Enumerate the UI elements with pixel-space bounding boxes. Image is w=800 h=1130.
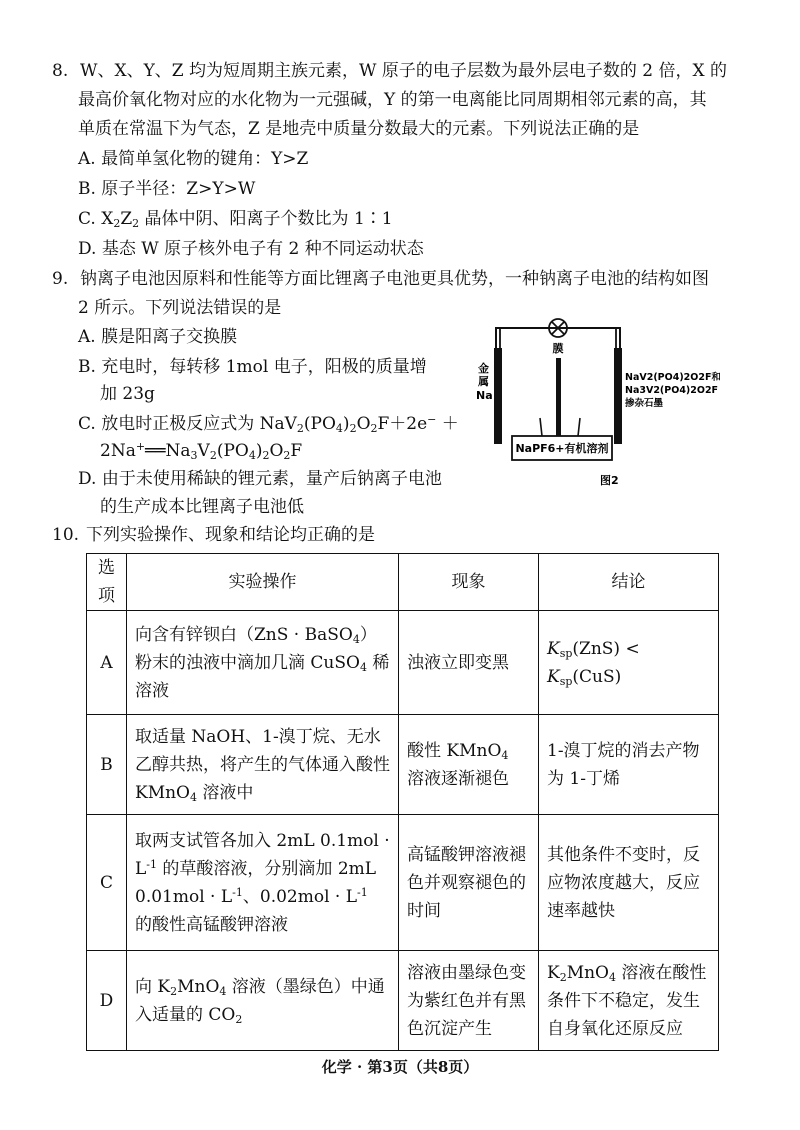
left-label-2: 属 bbox=[478, 375, 489, 388]
row-a-operation: 向含有锌钡白（ZnS · BaSO$_4$）粉末的浊液中滴加几滴 CuSO$_4$ 稀溶液 bbox=[127, 611, 399, 715]
table-row bbox=[87, 611, 719, 715]
right-label-2: Na3V2(PO4)2O2F bbox=[625, 385, 719, 396]
row-b-conclusion: 1-溴丁烷的消去产物为 1-丁烯 bbox=[539, 715, 719, 815]
q8-option-c: C. $X_2Z_2$ 晶体中阴、阳离子个数比为 1∶1 bbox=[78, 209, 393, 230]
battery-figure bbox=[470, 318, 720, 493]
row-c-conclusion: 其他条件不变时，反应物浓度越大，反应速率越快 bbox=[539, 815, 719, 951]
row-b-operation: 取适量 NaOH、1-溴丁烷、无水乙醇共热，将产生的气体通入酸性 KMnO$_4$ 溶液中 bbox=[127, 715, 399, 815]
q8-stem-line3: 单质在常温下为气态，Z 是地壳中质量分数最大的元素。下列说法正确的是 bbox=[78, 119, 640, 139]
table-row bbox=[87, 715, 719, 815]
q9-option-c-line1: C. 放电时正极反应式为 $NaV_2(PO_4)_2O_2F+2e^-$ ＋ bbox=[78, 413, 459, 435]
row-b-option: B bbox=[87, 715, 127, 815]
table-row bbox=[87, 951, 719, 1051]
header-conclusion: 结论 bbox=[539, 554, 719, 611]
page-footer: 化学 · 第3页（共8页） bbox=[321, 1058, 479, 1076]
row-d-operation: 向 $K_2MnO_4$ 溶液（墨绿色）中通入适量的 $CO_2$ bbox=[127, 951, 399, 1051]
header-operation: 实验操作 bbox=[127, 554, 399, 611]
figure-caption: 图2 bbox=[600, 474, 619, 487]
q10-number: 10. bbox=[52, 525, 80, 545]
q9-option-d-line2: 的生产成本比锂离子电池低 bbox=[100, 497, 304, 517]
table-header-row bbox=[87, 554, 719, 611]
electrode-na bbox=[494, 348, 502, 444]
q8-option-d: D. 基态 W 原子核外电子有 2 种不同运动状态 bbox=[78, 239, 424, 259]
row-d-conclusion: $K_2MnO_4$ 溶液在酸性条件下不稳定，发生自身氧化还原反应 bbox=[539, 951, 719, 1051]
header-option: 选项 bbox=[87, 554, 127, 611]
right-label-3: 掺杂石墨 bbox=[625, 398, 664, 409]
left-label-1: 金 bbox=[478, 362, 489, 375]
row-a-phenomenon: 浊液立即变黑 bbox=[399, 611, 539, 715]
row-c-phenomenon: 高锰酸钾溶液褪色并观察褪色的时间 bbox=[399, 815, 539, 951]
membrane-icon bbox=[556, 358, 561, 448]
row-d-option: D bbox=[87, 951, 127, 1051]
q8-option-b: B. 原子半径：Z>Y>W bbox=[78, 179, 256, 199]
membrane-label: 膜 bbox=[552, 342, 564, 355]
left-label-3: Na bbox=[476, 389, 493, 402]
row-c-option: C bbox=[87, 815, 127, 951]
row-c-operation: 取两支试管各加入 2mL $0.1mol \cdot L^{-1}$ 的草酸溶液，分别滴加 2mL $0.01mol \cdot L^{-1}$、$0.02mol \cdot L^{-1}$ 的酸性高锰酸钾溶液 bbox=[127, 815, 399, 951]
q10-stem: 下列实验操作、现象和结论均正确的是 bbox=[86, 525, 375, 545]
q8-number: 8. bbox=[52, 61, 69, 81]
q9-stem-line2: 2 所示。下列说法错误的是 bbox=[78, 298, 282, 318]
q9-option-c-line2: $2Na^+══Na_3V_2(PO_4)_2O_2F$ bbox=[100, 440, 303, 462]
q9-stem-line1: 钠离子电池因原料和性能等方面比锂离子电池更具优势，一种钠离子电池的结构如图 bbox=[80, 269, 709, 289]
battery-diagram bbox=[470, 318, 720, 493]
experiment-table bbox=[86, 553, 719, 1051]
q9-option-a: A. 膜是阳离子交换膜 bbox=[78, 327, 238, 347]
q8-stem-line1: W、X、Y、Z 均为短周期主族元素，W 原子的电子层数为最外层电子数的 2 倍，X 的 bbox=[80, 61, 728, 81]
q9-number: 9. bbox=[52, 269, 69, 289]
table-row bbox=[87, 815, 719, 951]
row-a-option: A bbox=[87, 611, 127, 715]
electrode-cathode bbox=[614, 348, 622, 444]
row-a-conclusion: $K_{sp}(ZnS) < K_{sp}(CuS)$ bbox=[539, 611, 719, 715]
row-d-phenomenon: 溶液由墨绿色变为紫红色并有黑色沉淀产生 bbox=[399, 951, 539, 1051]
q9-option-d-line1: D. 由于未使用稀缺的锂元素，量产后钠离子电池 bbox=[78, 469, 442, 489]
row-b-phenomenon: 酸性 KMnO$_4$ 溶液逐渐褪色 bbox=[399, 715, 539, 815]
q8-stem-line2: 最高价氧化物对应的水化物为一元强碱，Y 的第一电离能比同周期相邻元素的高，其 bbox=[78, 90, 707, 110]
q9-option-b-line1: B. 充电时，每转移 1mol 电子，阳极的质量增 bbox=[78, 357, 427, 377]
electrolyte-label: NaPF6+有机溶剂 bbox=[515, 442, 609, 455]
header-phenomenon: 现象 bbox=[399, 554, 539, 611]
q8-option-a: A. 最简单氢化物的键角：Y>Z bbox=[78, 149, 309, 169]
right-label-1: NaV2(PO4)2O2F和 bbox=[625, 372, 720, 383]
q9-option-b-line2: 加 23g bbox=[100, 384, 155, 404]
